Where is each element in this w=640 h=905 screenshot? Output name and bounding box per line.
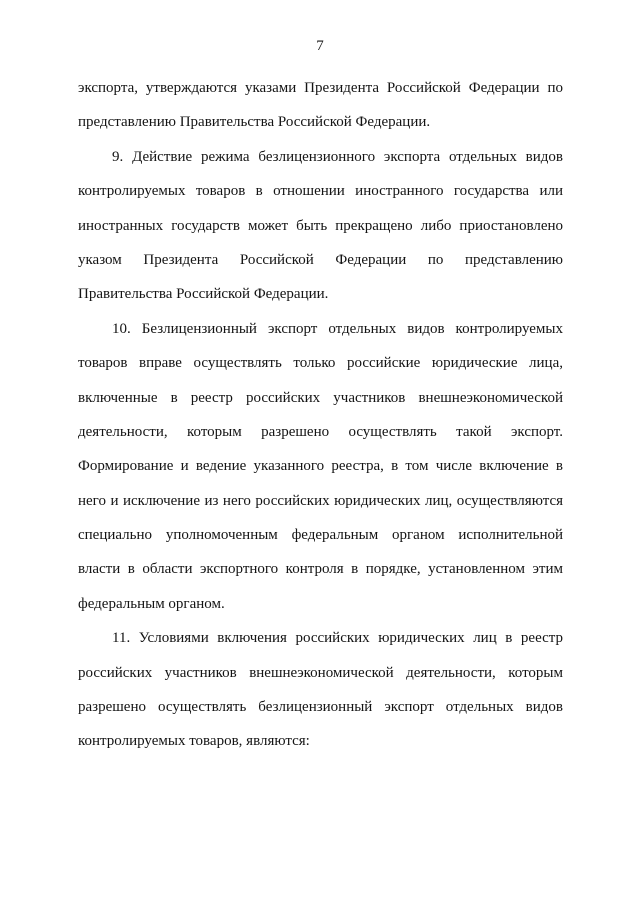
text-line: российских участников внешнеэкономической деятельности, которым [78,664,563,681]
text-line: 9. Действие режима безлицензионного экспорта отдельных видов [112,148,563,165]
paragraph-9 [78,140,563,312]
text-line: контролируемых товаров в отношении иностранного государства или [78,183,563,200]
text-line: специально уполномоченным федеральным органом исполнительной [78,527,563,544]
text-line: 10. Безлицензионный экспорт отдельных видов контролируемых [112,320,563,337]
text-line: указом Президента Российской Федерации по представлению [78,251,563,268]
paragraph-11 [78,621,563,759]
text-line: разрешено осуществлять безлицензионный экспорт отдельных видов [78,699,563,716]
page-number: 7 [316,38,324,54]
text-line: Правительства Российской Федерации. [78,286,329,303]
text-line: контролируемых товаров, являются: [78,733,310,750]
text-line: деятельности, которым разрешено осуществлять такой экспорт. [78,423,563,440]
text-line: включенные в реестр российских участников внешнеэкономической [78,389,563,406]
paragraph-continuation [78,71,563,140]
document-body [78,71,563,759]
text-line: власти в области экспортного контроля в порядке, установленном этим [78,561,563,578]
paragraph-10 [78,312,563,622]
text-line: Формирование и ведение указанного реестра, в том числе включение в [78,458,563,475]
text-line: него и исключение из него российских юридических лиц, осуществляются [78,492,563,509]
text-line: экспорта, утверждаются указами Президента Российской Федерации по [78,80,563,96]
text-line: представлению Правительства Российской Федерации. [78,114,431,131]
text-line: 11. Условиями включения российских юридических лиц в реестр [112,630,563,647]
text-line: товаров вправе осуществлять только российские юридические лица, [78,355,563,372]
text-line: федеральным органом. [78,595,225,612]
text-line: иностранных государств может быть прекращено либо приостановлено [78,217,563,234]
